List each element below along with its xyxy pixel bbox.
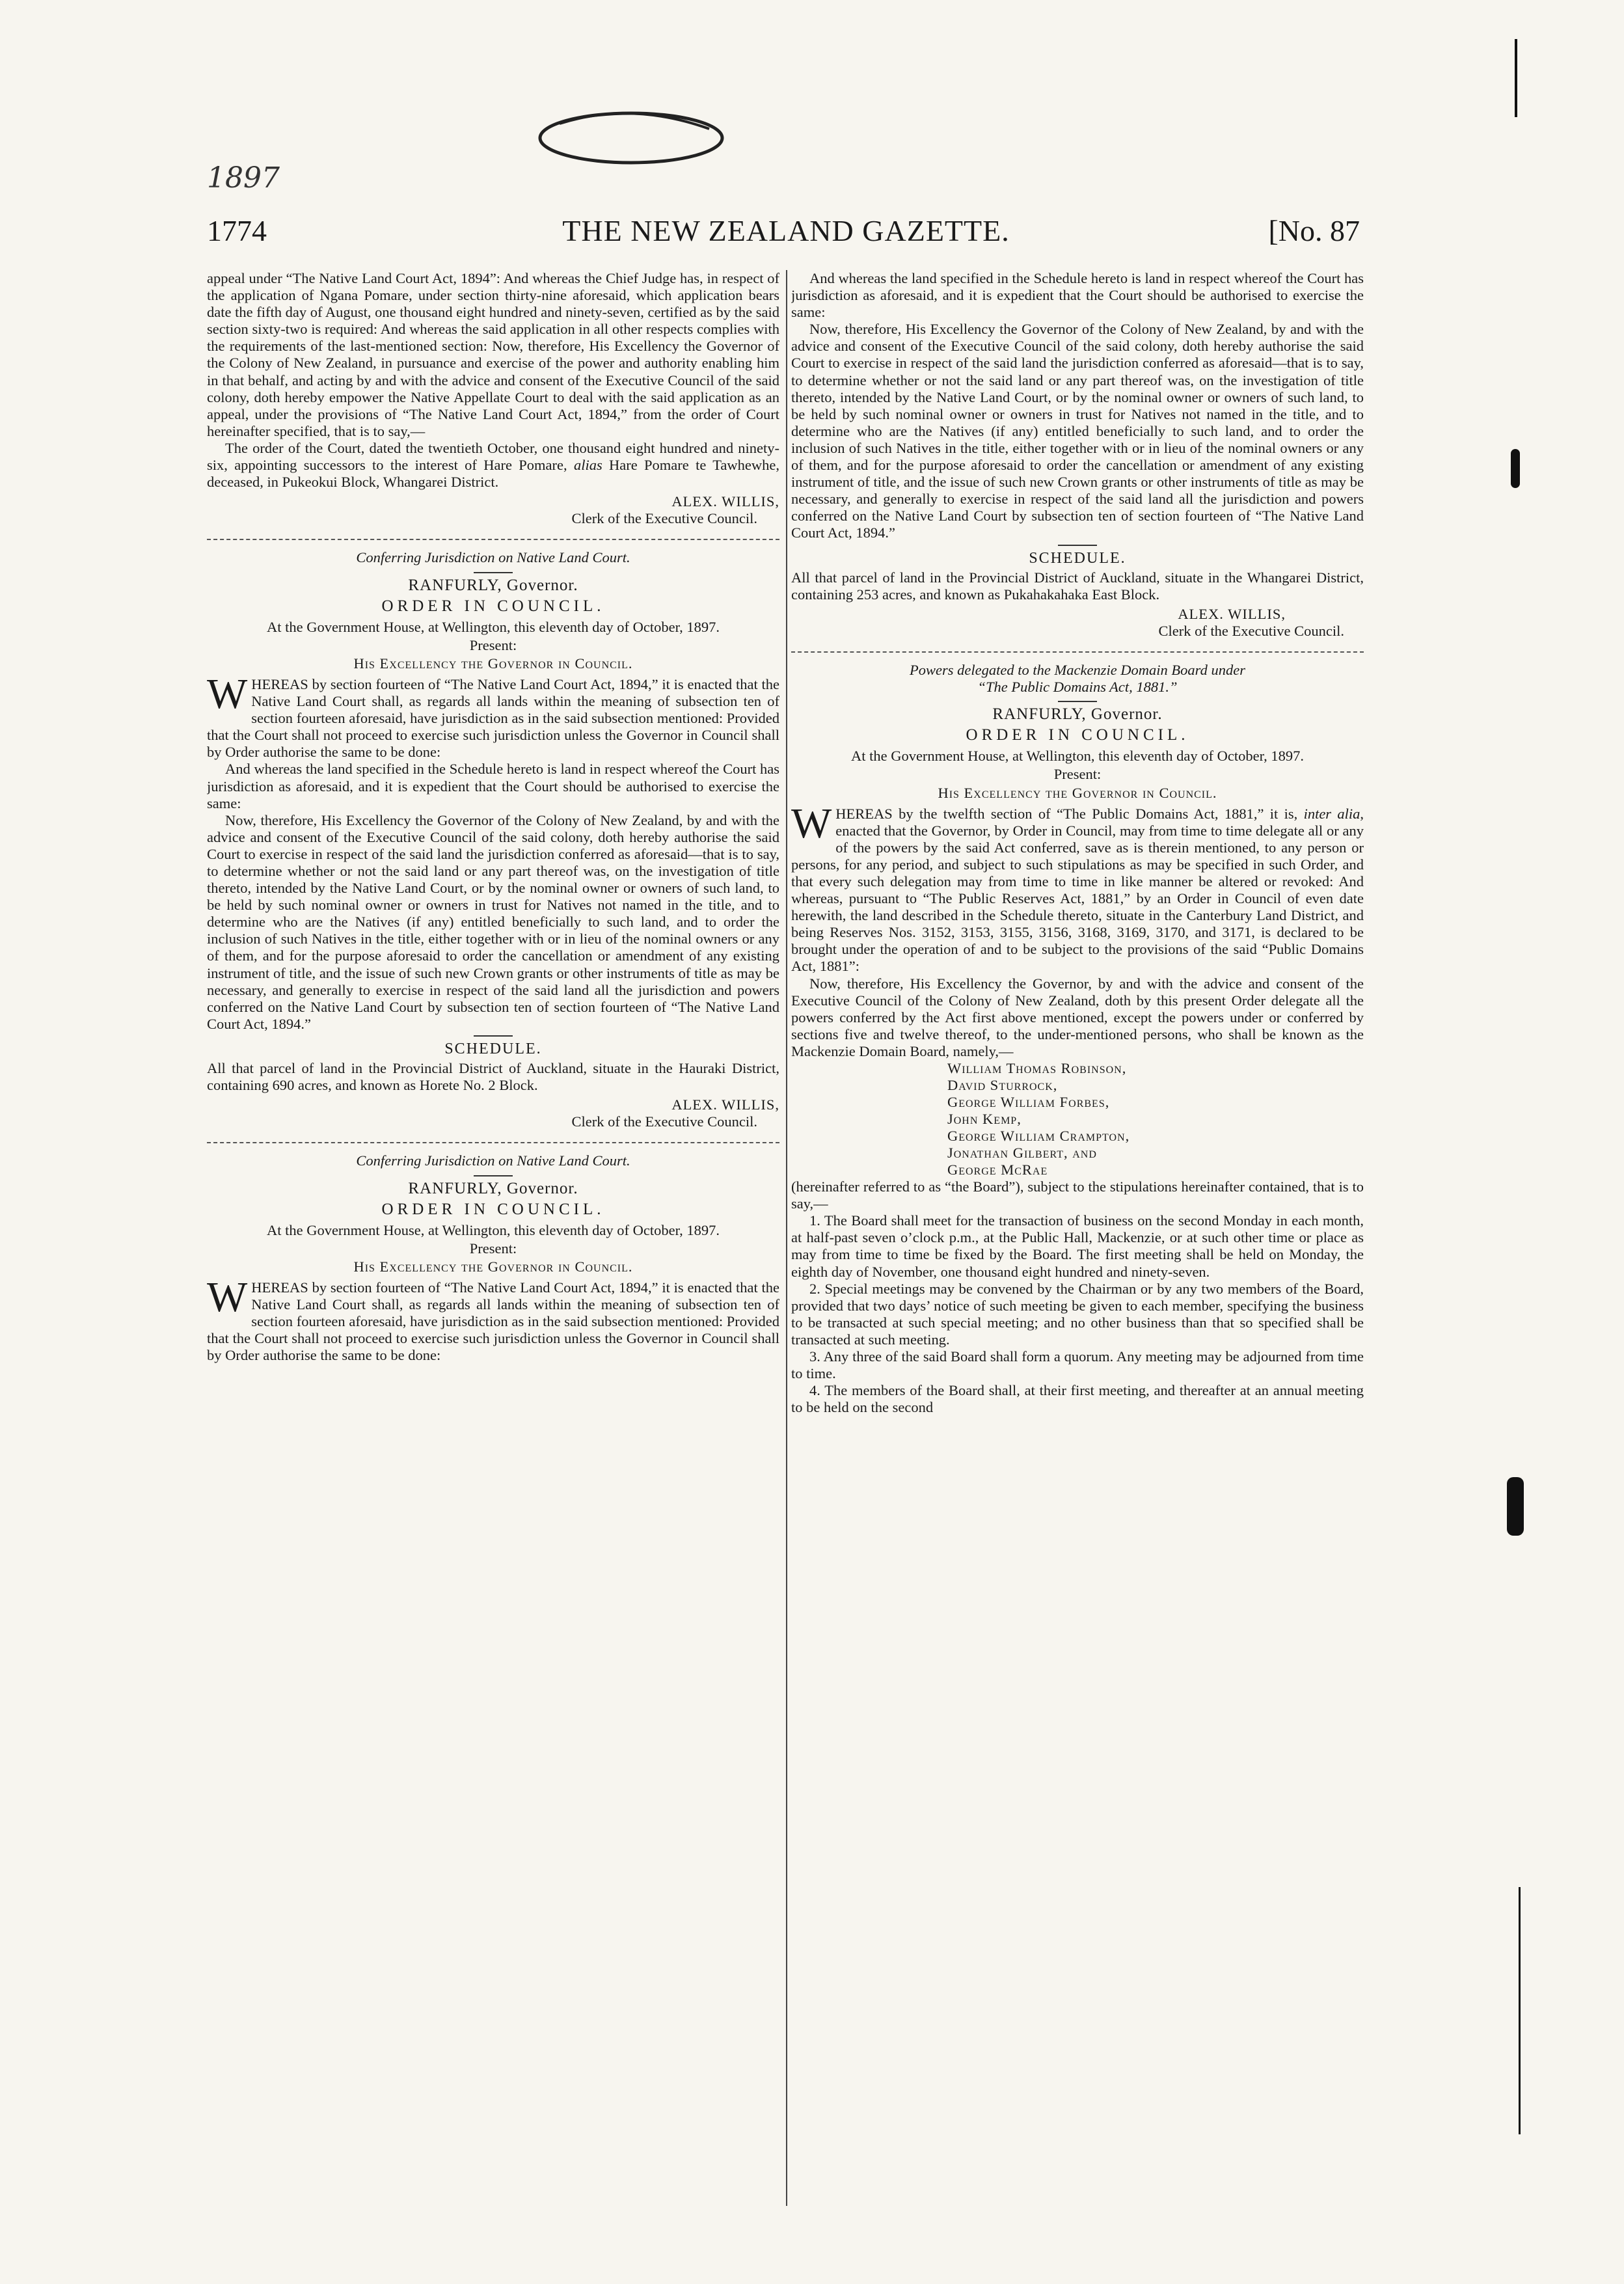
paragraph: (hereinafter referred to as “the Board”), subject to the stipulations hereinafter contained, that is to say,— [791,1178,1364,1212]
short-rule [474,572,513,573]
present-label: Present: [469,636,517,653]
archive-stamp [534,104,729,169]
board-member: David Sturrock, [947,1077,1058,1094]
paragraph: Now, therefore, His Excellency the Governor, by and with the advice and consent of the Executive Council of the Colony of New Zealand, doth by this present Order delegate all the powers conferred by the Act first above mentioned, except the powers under or conferred by sections five and twelve thereof, to the under-mentioned persons, who shall be known as the Mackenzie Domain Board, namely,— [791,975,1364,1059]
paragraph: WHEREAS by section fourteen of “The Native Land Court Act, 1894,” it is enacted that the Native Land Court shall, as regards all lands within the meaning of subsection ten of section fourteen aforesaid, have jurisdiction as in the said subsection mentioned: Provided that the Court shall not proceed to exercise such jurisdiction unless the Governor in Council shall by Order authorise the same to be done: [207,1273,779,1364]
schedule-text: All that parcel of land in the Provincial District of Auckland, situate in the Whangarei District, containing 253 acres, and known as Pukahakahaka East Block. [791,569,1364,603]
present-label: Present: [469,1240,517,1257]
scan-edge-mark [1515,39,1517,117]
drop-cap: W [791,799,832,847]
scan-edge-mark [1511,449,1520,488]
signatory-role: Clerk of the Executive Council. [571,510,757,527]
order-in-council-title: ORDER IN COUNCIL. [381,597,605,615]
signature-block [791,606,1364,640]
paragraph: WHEREAS by the twelfth section of “The Public Domains Act, 1881,” it is, inter alia, enacted that the Governor, by Order in Council, may from time to time delegate all or any of the powers by the said Act conferred, save as is therein mentioned, to any person or persons, for any period, and subject to such stipulations as may be specified in such Order, and that every such delegation may from time to time in like manner be altered or revoked: And whereas, pursuant to “The Public Reserves Act, 1881,” by an Order in Council of even date herewith, the land described in the Schedule thereto, situate in the Canterbury Land District, and being Reserves Nos. 3152, 3153, 3155, 3156, 3168, 3169, 3170, and 3171, is declared to be brought under the operation of and to be subject to the provisions of the said “Public Domains Act, 1881”: [791,799,1364,975]
section-heading: Conferring Jurisdiction on Native Land Court. [356,549,630,566]
section-divider [791,651,1364,653]
governor-line: RANFURLY, Governor. [992,705,1163,724]
signatory-name: ALEX. WILLIS, [671,1096,779,1113]
column-divider [786,270,787,2206]
schedule-heading: SCHEDULE. [444,1040,542,1057]
board-member: William Thomas Robinson, [947,1060,1127,1077]
issue-number: [No. 87 [1268,214,1360,247]
council-line: His Excellency the Governor in Council. [353,1258,633,1275]
signatory-role: Clerk of the Executive Council. [571,1113,757,1130]
schedule-text: All that parcel of land in the Provincial District of Auckland, situate in the Hauraki District, containing 690 acres, and known as Horete No. 2 Block. [207,1060,779,1094]
section-heading: Conferring Jurisdiction on Native Land Court. [356,1152,630,1169]
scan-edge-mark [1519,1887,1521,2134]
short-rule [1058,701,1097,702]
signatory-role: Clerk of the Executive Council. [1158,622,1344,639]
signatory-name: ALEX. WILLIS, [1178,605,1286,622]
paragraph: Now, therefore, His Excellency the Governor of the Colony of New Zealand, by and with the advice and consent of the Executive Council of the said colony, doth hereby authorise the said Court to exercise in respect of the said land the jurisdiction conferred as aforesaid—that is to say, to determine whether or not the said land or any part thereof was, on the investigation of title thereto, intended by the Native Land Court, or by the nominal owner or owners of such land, to be held by such nominal owner or owners in trust for Natives not named in the title, and to determine who are the Natives (if any) entitled beneficially to such land, and to order the inclusion of such Natives in the title, either together with or in lieu of the nominal owners or any of them, and for the purpose aforesaid to order the cancellation or amendment of any existing instrument of title, and the issue of such new Crown grants or other instruments of title as may be necessary, and generally to exercise in respect of the said land all the jurisdiction and powers conferred on the Native Land Court by subsection ten of section fourteen of “The Native Land Court Act, 1894.” [791,321,1364,541]
board-member: George William Crampton, [947,1128,1130,1145]
paragraph: Now, therefore, His Excellency the Governor of the Colony of New Zealand, by and with the advice and consent of the Executive Council of the said colony, doth hereby authorise the said Court to exercise in respect of the said land the jurisdiction conferred as aforesaid—that is to say, to determine whether or not the said land or any part thereof was, on the investigation of title thereto, intended by the Native Land Court, or by the nominal owner or owners of such land, to be held by such nominal owner or owners in trust for Natives not named in the title, and to determine who are the Natives (if any) entitled beneficially to such land, and to order the inclusion of such Natives in the title, either together with or in lieu of the nominal owners or any of them, and for the purpose aforesaid to order the cancellation or amendment of any existing instrument of title, and the issue of such new Crown grants or other instruments of title as may be necessary, and generally to exercise in respect of the said land all the jurisdiction and powers conferred on the Native Land Court by subsection ten of section fourteen of “The Native Land Court Act, 1894.” [207,811,779,1032]
numbered-clause: 1. The Board shall meet for the transaction of business on the second Monday in each month, at half-past seven o’clock p.m., at the Public Hall, Mackenzie, or at such other time or place as may from time to time be fixed by the Board. The first meeting shall be held on Monday, the eighth day of November, one thousand eight hundred and ninety-seven. [791,1212,1364,1280]
board-member-list [947,1060,1364,1178]
paragraph: WHEREAS by section fourteen of “The Native Land Court Act, 1894,” it is enacted that the Native Land Court shall, as regards all lands within the meaning of subsection ten of section fourteen aforesaid, have jurisdiction as in the said subsection mentioned: Provided that the Court shall not proceed to exercise such jurisdiction unless the Governor in Council shall by Order authorise the same to be done: [207,670,779,761]
numbered-clause: 3. Any three of the said Board shall form a quorum. Any meeting may be adjourned from time to time. [791,1348,1364,1382]
short-rule [474,1175,513,1176]
place-date: At the Government House, at Wellington, this eleventh day of October, 1897. [850,748,1305,765]
signatory-name: ALEX. WILLIS, [671,493,779,510]
right-column [791,270,1364,2274]
paragraph: And whereas the land specified in the Schedule hereto is land in respect whereof the Court has jurisdiction as aforesaid, and it is expedient that the Court should be authorised to exercise the same: [791,270,1364,321]
drop-cap: W [207,670,248,718]
section-heading-continued: “The Public Domains Act, 1881.” [977,679,1178,696]
governor-line: RANFURLY, Governor. [408,576,578,594]
paragraph: The order of the Court, dated the twentieth October, one thousand eight hundred and ninety-six, appointing successors to the interest of Hare Pomare, alias Hare Pomare te Tawhewhe, deceased, in Pukeokui Block, Whangarei District. [207,439,779,491]
place-date: At the Government House, at Wellington, this eleventh day of October, 1897. [266,1221,720,1238]
page-number: 1774 [207,214,267,247]
left-column [207,270,779,2274]
page-header [207,213,1360,259]
governor-line: RANFURLY, Governor. [408,1179,578,1197]
council-line: His Excellency the Governor in Council. [353,655,633,672]
board-member: John Kemp, [947,1111,1022,1128]
section-divider [207,1142,779,1143]
section-divider [207,539,779,540]
numbered-clause: 2. Special meetings may be convened by the Chairman or by any two members of the Board, provided that two days’ notice of such meeting be given to each member, specifying the business to be transacted at such special meeting; and no other business than that so specified shall be transacted at such meeting. [791,1280,1364,1348]
gazette-title: THE NEW ZEALAND GAZETTE. [562,214,1010,247]
order-in-council-title: ORDER IN COUNCIL. [381,1200,605,1218]
paragraph: appeal under “The Native Land Court Act, 1894”: And whereas the Chief Judge has, in respect of the application of Ngana Pomare, under section thirty-nine aforesaid, which application bears date the fifth day of August, one thousand eight hundred and ninety-seven, certified as by the said section sixty-two is required: And whereas the said application in all other respects complies with the requirements of the last-mentioned section: Now, therefore, His Excellency the Governor of the Colony of New Zealand, in pursuance and exercise of the power and authority enabling him in that behalf, and acting by and with the advice and consent of the Executive Council of the said colony, doth hereby empower the Native Appellate Court to deal with the said application as an appeal, under the provisions of “The Native Land Court Act, 1894,” from the order of Court hereinafter specified, that is to say,— [207,270,779,439]
board-member: George William Forbes, [947,1094,1110,1111]
paragraph: And whereas the land specified in the Schedule hereto is land in respect whereof the Court has jurisdiction as aforesaid, and it is expedient that the Court should be authorised to exercise the same: [207,761,779,811]
section-heading: Powers delegated to the Mackenzie Domain Board under [910,661,1245,678]
signature-block [207,493,779,527]
short-rule [1058,545,1097,546]
board-member: Jonathan Gilbert, and [947,1145,1097,1162]
present-label: Present: [1053,766,1102,783]
board-member: George McRae [947,1162,1048,1178]
numbered-clause: 4. The members of the Board shall, at their first meeting, and thereafter at an annual meeting to be held on the second [791,1382,1364,1416]
signature-block [207,1096,779,1130]
short-rule [474,1035,513,1037]
scan-edge-mark [1507,1477,1524,1536]
council-line: His Excellency the Governor in Council. [938,784,1217,801]
handwritten-year: 1897 [207,161,280,195]
order-in-council-title: ORDER IN COUNCIL. [966,726,1189,744]
place-date: At the Government House, at Wellington, this eleventh day of October, 1897. [266,618,720,635]
schedule-heading: SCHEDULE. [1029,549,1126,567]
drop-cap: W [207,1273,248,1321]
